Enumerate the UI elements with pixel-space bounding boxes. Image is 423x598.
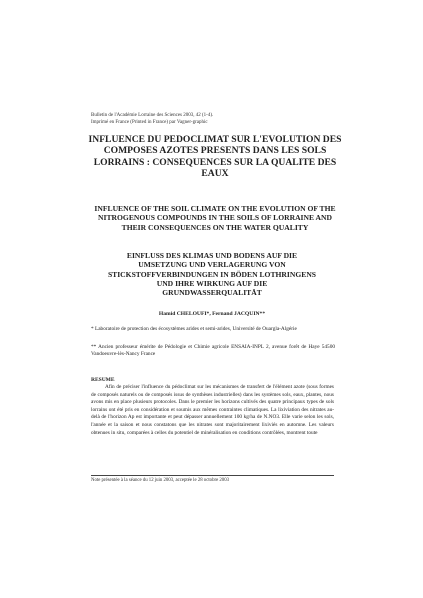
title-french: INFLUENCE DU PEDOCLIMAT SUR L'EVOLUTION DES COMPOSES AZOTES PRESENTS DANS LES SOLS LORRAINS : CONSEQUENCES SUR LA QUALITE DES EAUX (88, 134, 342, 180)
abstract-body: Afin de préciser l'influence du pédoclimat sur les mécanismes de transfert de l'élément azote (sous formes de composés naturels ou de composés issus de synthèses industrielles) dans les systèmes sols, eaux, plantes, nous avons mis en place plusieurs protocoles. Dans le premier les horizons cultivés des quatre principaux types de sols lorrains ont été pris en considération et soumis aux mêmes contraintes climatiques. La lixiviation des nitrates au-delà de l'horizon Ap est importante et peut dépasser annuellement 100 kg/ha de N.NO3. Elle varie selon les sols, l'année et la saison et nous constatons que les nitrates sont majoritairement lixiviés en automne. Les valeurs obtenues in situ, comparées à celles du potentiel de minéralisation en conditions contrôlées, montrent toute (91, 384, 334, 436)
journal-citation: Bulletin de l'Académie Lorraine des Sciences 2003, 42 (1-4). (91, 113, 214, 118)
abstract-heading: RESUME (91, 377, 115, 383)
affiliation-1: * Laboratoire de protection des écosystèmes arides et semi-arides, Université de Ouargla-Algérie (91, 326, 297, 332)
author-list: Hamid CHELOUFI*, Fernand JACQUIN** (158, 311, 266, 317)
title-english: INFLUENCE OF THE SOIL CLIMATE ON THE EVOLUTION OF THE NITROGENOUS COMPOUNDS IN THE SOILS OF LORRAINE AND THEIR CONSEQUENCES ON THE WATER QUALITY (94, 204, 336, 232)
affiliation-2: ** Ancien professeur émérite de Pédologie et Chimie agricole ENSAIA-INPL 2, avenue forêt de Haye 54500 Vandoeuvre-lès-Nancy France (91, 344, 335, 358)
title-german: EINFLUSS DES KLIMAS UND BODENS AUF DIE UMSETZUNG UND VERLAGERUNG VON STICKSTOFFVERBINDUNGEN IN BÖDEN LOTHRINGENS UND IHRE WIRKUNG AUF DIE GRUNDWASSERQUALITÄT (107, 251, 317, 298)
submission-note: Note présentée à la séance du 12 juin 2003, acceptée le 28 octobre 2003 (91, 478, 229, 483)
journal-header (91, 112, 213, 126)
footnote-divider (91, 475, 334, 476)
printer-note: Imprimé en France (Printed in France) par Vagner-graphic (91, 120, 208, 125)
